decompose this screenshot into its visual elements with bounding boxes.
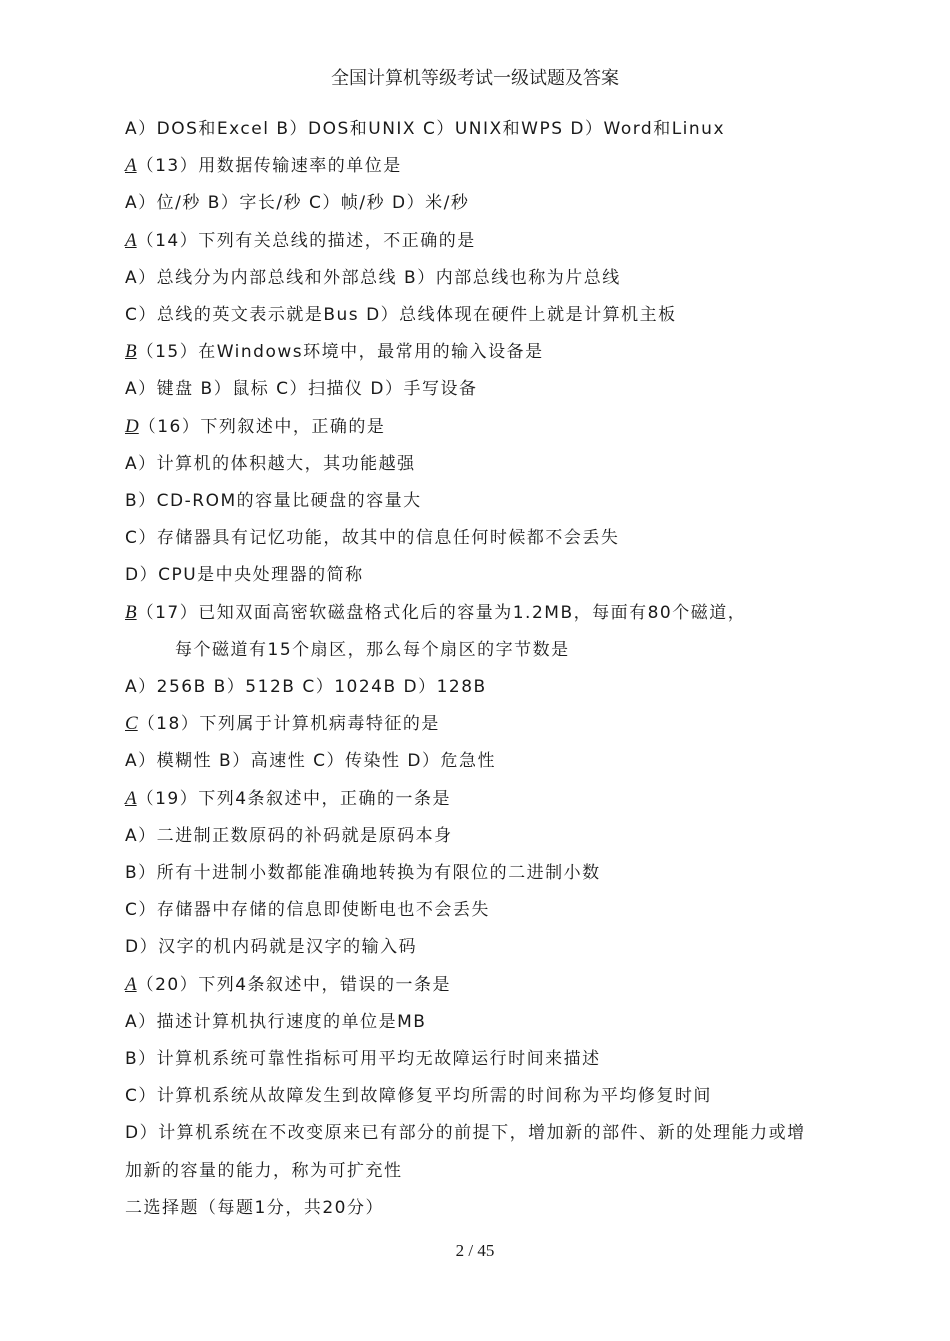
- answer-mark: D: [125, 415, 139, 437]
- text-line: [125, 523, 619, 548]
- line-text: B）CD-ROM的容量比硬盘的容量大: [125, 491, 422, 511]
- answer-mark: A: [125, 787, 137, 809]
- text-line: [125, 1193, 384, 1218]
- line-text: C）存储器具有记忆功能，故其中的信息任何时候都不会丢失: [125, 528, 620, 549]
- question-line: [125, 709, 440, 735]
- question-line: [125, 598, 746, 624]
- line-text: C）计算机系统从故障发生到故障修复平均所需的时间称为平均修复时间: [125, 1086, 712, 1107]
- text-line: [125, 300, 677, 325]
- line-text: A）位/秒 B）字长/秒 C）帧/秒 D）米/秒: [125, 193, 470, 214]
- text-line: [125, 1081, 712, 1106]
- text-line: [125, 449, 416, 474]
- question-line: [125, 784, 451, 810]
- line-text: （18）下列属于计算机病毒特征的是: [137, 714, 440, 735]
- text-line: [125, 114, 725, 139]
- question-line: [125, 226, 476, 252]
- line-text: D）汉字的机内码就是汉字的输入码: [125, 937, 418, 958]
- text-line: [175, 635, 570, 660]
- line-text: D）计算机系统在不改变原来已有部分的前提下，增加新的部件、新的处理能力或增: [125, 1123, 806, 1144]
- question-line: [125, 151, 402, 177]
- page-header: 全国计算机等级考试一级试题及答案: [331, 68, 619, 89]
- text-line: [125, 1156, 403, 1181]
- text-line: [125, 1007, 426, 1032]
- text-line: [125, 374, 477, 399]
- question-line: [125, 337, 544, 363]
- line-text: （14）下列有关总线的描述，不正确的是: [136, 230, 476, 251]
- text-line: [125, 895, 490, 920]
- line-text: C）总线的英文表示就是Bus D）总线体现在硬件上就是计算机主板: [125, 305, 677, 325]
- text-line: [125, 932, 417, 957]
- text-line: [125, 486, 422, 511]
- line-text: A）DOS和Excel B）DOS和UNIX C）UNIX和WPS D）Word和Linux: [125, 119, 726, 139]
- line-text: A）模糊性 B）高速性 C）传染性 D）危急性: [125, 751, 496, 772]
- line-text: （15）在Windows环境中，最常用的输入设备是: [136, 342, 544, 363]
- line-text: B）计算机系统可靠性指标可用平均无故障运行时间来描述: [125, 1049, 601, 1069]
- text-line: [125, 1118, 806, 1143]
- answer-mark: B: [125, 341, 137, 363]
- line-text: B）所有十进制小数都能准确地转换为有限位的二进制小数: [125, 863, 601, 883]
- page-number: 2 / 45: [455, 1241, 495, 1260]
- line-text: （20）下列4条叙述中，错误的一条是: [136, 974, 452, 995]
- answer-mark: A: [125, 229, 137, 251]
- line-text: （17）已知双面高密软磁盘格式化后的容量为1.2MB，每面有80个磁道，: [136, 602, 747, 623]
- line-text: （19）下列4条叙述中，正确的一条是: [136, 788, 452, 809]
- text-line: [125, 1044, 601, 1069]
- line-text: A）键盘 B）鼠标 C）扫描仪 D）手写设备: [125, 379, 478, 400]
- answer-mark: A: [125, 155, 137, 177]
- line-text: A）计算机的体积越大，其功能越强: [125, 453, 416, 474]
- text-line: [125, 672, 487, 697]
- text-line: [125, 560, 364, 585]
- question-line: [125, 412, 385, 438]
- text-line: [125, 746, 496, 771]
- line-text: 二选择题（每题1分，共20分）: [125, 1197, 384, 1218]
- answer-mark: A: [125, 973, 137, 995]
- text-line: [125, 263, 621, 288]
- line-text: 加新的容量的能力，称为可扩充性: [125, 1160, 403, 1181]
- text-line: [125, 188, 469, 213]
- line-text: C）存储器中存储的信息即使断电也不会丢失: [125, 900, 490, 921]
- question-line: [125, 970, 451, 996]
- line-text: （16）下列叙述中，正确的是: [138, 416, 386, 437]
- line-text: A）总线分为内部总线和外部总线 B）内部总线也称为片总线: [125, 267, 621, 288]
- text-line: [125, 858, 601, 883]
- line-text: 每个磁道有15个扇区，那么每个扇区的字节数是: [175, 639, 570, 660]
- line-text: A）描述计算机执行速度的单位是MB: [125, 1011, 427, 1032]
- line-text: （13）用数据传输速率的单位是: [136, 156, 402, 177]
- line-text: A）256B B）512B C）1024B D）128B: [125, 677, 487, 697]
- line-text: D）CPU是中央处理器的简称: [125, 565, 364, 586]
- answer-mark: C: [125, 713, 138, 735]
- answer-mark: B: [125, 601, 137, 623]
- line-text: A）二进制正数原码的补码就是原码本身: [125, 825, 453, 846]
- text-line: [125, 821, 453, 846]
